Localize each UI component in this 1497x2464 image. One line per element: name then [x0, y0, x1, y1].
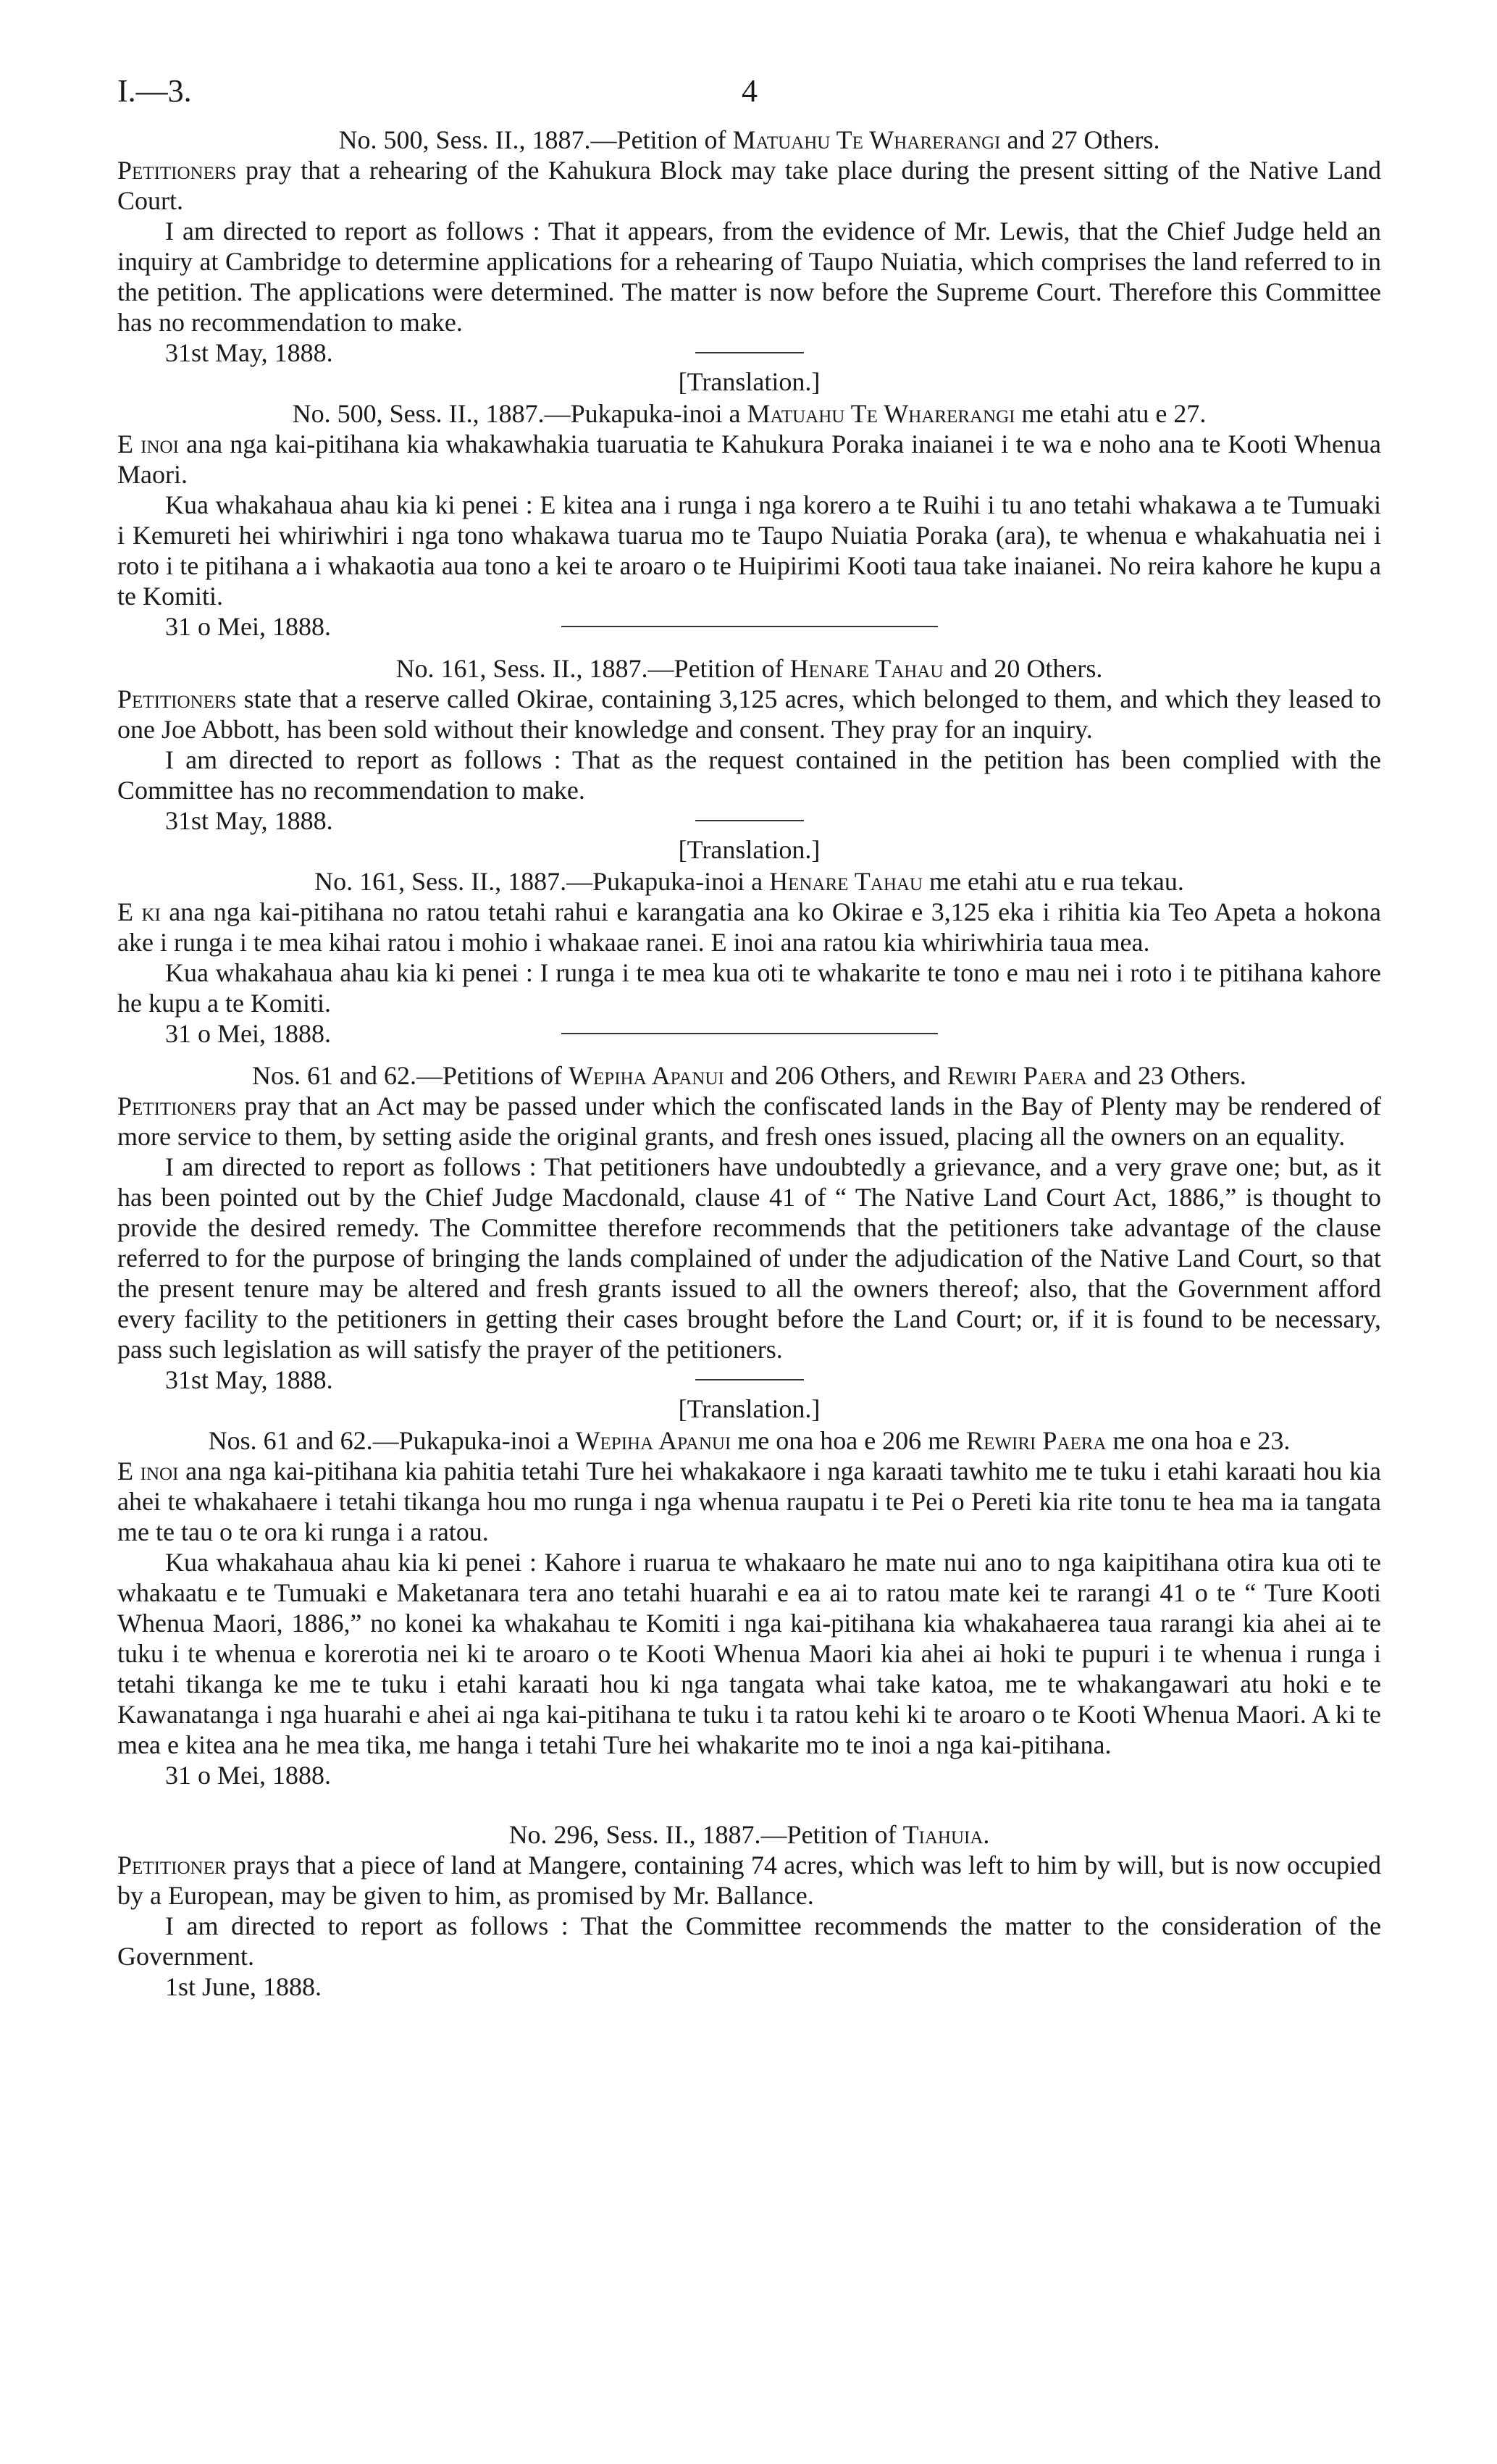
translation-date: 31 o Mei, 1888. [165, 612, 331, 641]
petition-summary: Petitioners pray that an Act may be passed under which the confiscated lands in the Bay of Plenty may be rendered of more service to them, by setting aside the original grants, and fresh ones issued, placing all the owners on an equality. [117, 1091, 1381, 1151]
petition-summary: Petitioners pray that a rehearing of the Kahukura Block may take place during the present sitting of the Native Land Court. [117, 156, 1381, 215]
translation-date: 31 o Mei, 1888. [165, 1761, 331, 1790]
page-number: 4 [742, 73, 758, 109]
section-divider [561, 626, 938, 627]
committee-report: I am directed to report as follows : That the Committee recommends the matter to the consideration of the Government. [117, 1911, 1381, 1971]
section-title: No. 500, Sess. II., 1887.—Petition of Matuahu Te Wharerangi and 27 Others. [338, 125, 1160, 154]
committee-report: I am directed to report as follows : That as the request contained in the petition has been complied with the Committee has no recommendation to make. [117, 745, 1381, 805]
petition-section [117, 1060, 1381, 1790]
document-page [117, 72, 1381, 2002]
section-title: Nos. 61 and 62.—Petitions of Wepiha Apanui and 206 Others, and Rewiri Paera and 23 Others. [252, 1061, 1246, 1090]
separator-rule [695, 820, 804, 821]
committee-report: I am directed to report as follows : That it appears, from the evidence of Mr. Lewis, that the Chief Judge held an inquiry at Cambridge to determine applications for a rehearing of Taupo Nuiatia, which comprises the land referred to in the petition. The applications were determined. The matter is now before the Supreme Court. Therefore this Committee has no recommendation to make. [117, 217, 1381, 337]
translation-label: [Translation.] [678, 367, 821, 396]
translation-title: No. 161, Sess. II., 1887.—Pukapuka-inoi a Henare Tahau me etahi atu e rua tekau. [314, 867, 1184, 896]
translation-report: Kua whakahaua ahau kia ki penei : I runga i te mea kua oti te whakarite te tono e mau nei i roto i te pitihana kahore he kupu a te Komiti. [117, 958, 1381, 1018]
report-date: 31st May, 1888. [165, 338, 333, 367]
translation-summary: E inoi ana nga kai-pitihana kia whakawhakia tuaruatia te Kahukura Poraka inaianei i te wa e noho ana te Kooti Whenua Maori. [117, 429, 1382, 489]
section-title: No. 161, Sess. II., 1887.—Petition of Henare Tahau and 20 Others. [395, 654, 1103, 683]
report-date: 31st May, 1888. [165, 806, 333, 835]
report-date: 31st May, 1888. [165, 1365, 333, 1394]
translation-report: Kua whakahaua ahau kia ki penei : E kitea ana i runga i nga korero a te Ruihi i tu ano tetahi whakawa a te Tumuaki i Kemureti hei whiriwhiri i nga tono whakawa tuarua mo te Taupo Nuiatia Poraka (ara), te whenua e whakahuatia nei i roto i te pitihana a i whakaotia aua tono a kei te aroaro o te Huipirimi Kooti taua take inaianei. No reira kahore he kupu a te Komiti. [117, 490, 1381, 611]
translation-summary: E ki ana nga kai-pitihana no ratou tetahi rahui e karangatia ana ko Okirae e 3,125 eka i rihitia kia Teo Apeta a hokona ake i runga i te mea kihai ratou i mohio i whakaae ranei. E inoi ana ratou kia whiriwhiria taua mea. [117, 897, 1381, 957]
separator-rule [695, 1379, 804, 1380]
paper-reference: I.—3. [117, 73, 192, 109]
translation-date: 31 o Mei, 1888. [165, 1019, 331, 1048]
translation-title: Nos. 61 and 62.—Pukapuka-inoi a Wepiha Apanui me ona hoa e 206 me Rewiri Paera me ona hoa e 23. [208, 1426, 1291, 1455]
translation-label: [Translation.] [678, 835, 821, 864]
petition-section [117, 1819, 1381, 2002]
translation-title: No. 500, Sess. II., 1887.—Pukapuka-inoi a Matuahu Te Wharerangi me etahi atu e 27. [292, 399, 1207, 428]
petition-section [117, 125, 1381, 643]
translation-summary: E inoi ana nga kai-pitihana kia pahitia tetahi Ture hei whakakaore i nga karaati tawhito me te tuku i etahi karaati hou kia ahei te whakahaere i tetahi tikanga hou mo runga i nga whenua raupatu i te Pei o Pereti kia rite tonu te hea ma ia tangata me te tau o te ora ki runga i a ratou. [117, 1457, 1382, 1546]
translation-report: Kua whakahaua ahau kia ki penei : Kahore i ruarua te whakaaro he mate nui ano to nga kaipitihana otira kua oti te whakaatu e te Tumuaki e Maketanara tera ano tetahi huarahi e ea ai to ratou mate kei te rarangi 41 o te “ Ture Kooti Whenua Maori, 1886,” no konei ka whakahau te Komiti i nga kai-pitihana kia whakahaerea taua rarangi kia ahei ai te tuku i te whenua e korerotia nei ki te aroaro o te Kooti Whenua Maori kia ahei ai hoki te pupuri i te whenua i runga i tetahi tikanga ke me te tuku i etahi karaati hou ki nga tangata whai take katoa, me te whakangawari atu hoki e te Kawanatanga i nga huarahi e ahei ai nga kai-pitihana te tuku i ta ratou kehi ki te aroaro o te Kooti Whenua Maori. A ki te mea e kitea ana he mea tika, me hanga i tetahi Ture hei whakarite mo te inoi a nga kai-pitihana. [117, 1548, 1381, 1759]
section-divider [561, 1033, 938, 1034]
translation-label: [Translation.] [678, 1394, 821, 1423]
petition-summary: Petitioner prays that a piece of land at Mangere, containing 74 acres, which was left to him by will, but is now occupied by a European, may be given to him, as promised by Mr. Ballance. [117, 1851, 1381, 1910]
committee-report: I am directed to report as follows : That petitioners have undoubtedly a grievance, and a very grave one; but, as it has been pointed out by the Chief Judge Macdonald, clause 41 of “ The Native Land Court Act, 1886,” is thought to provide the desired remedy. The Committee therefore recommends that the petitioners take advantage of the clause referred to for the purpose of bringing the lands complained of under the adjudication of the Native Land Court, so that the present tenure may be altered and fresh grants issued to all the owners thereof; also, that the Government afford every facility to the petitioners in getting their cases brought before the Land Court; or, if it is found to be necessary, pass such legislation as will satisfy the prayer of the petitioners. [117, 1152, 1381, 1364]
page-header [117, 72, 1381, 123]
separator-rule [695, 352, 804, 353]
petition-section [117, 653, 1381, 1050]
report-date: 1st June, 1888. [165, 1972, 322, 2001]
section-title: No. 296, Sess. II., 1887.—Petition of Tiahuia. [508, 1820, 990, 1849]
petition-summary: Petitioners state that a reserve called Okirae, containing 3,125 acres, which belonged to them, and which they leased to one Joe Abbott, has been sold without their knowledge and consent. They pray for an inquiry. [117, 684, 1381, 744]
